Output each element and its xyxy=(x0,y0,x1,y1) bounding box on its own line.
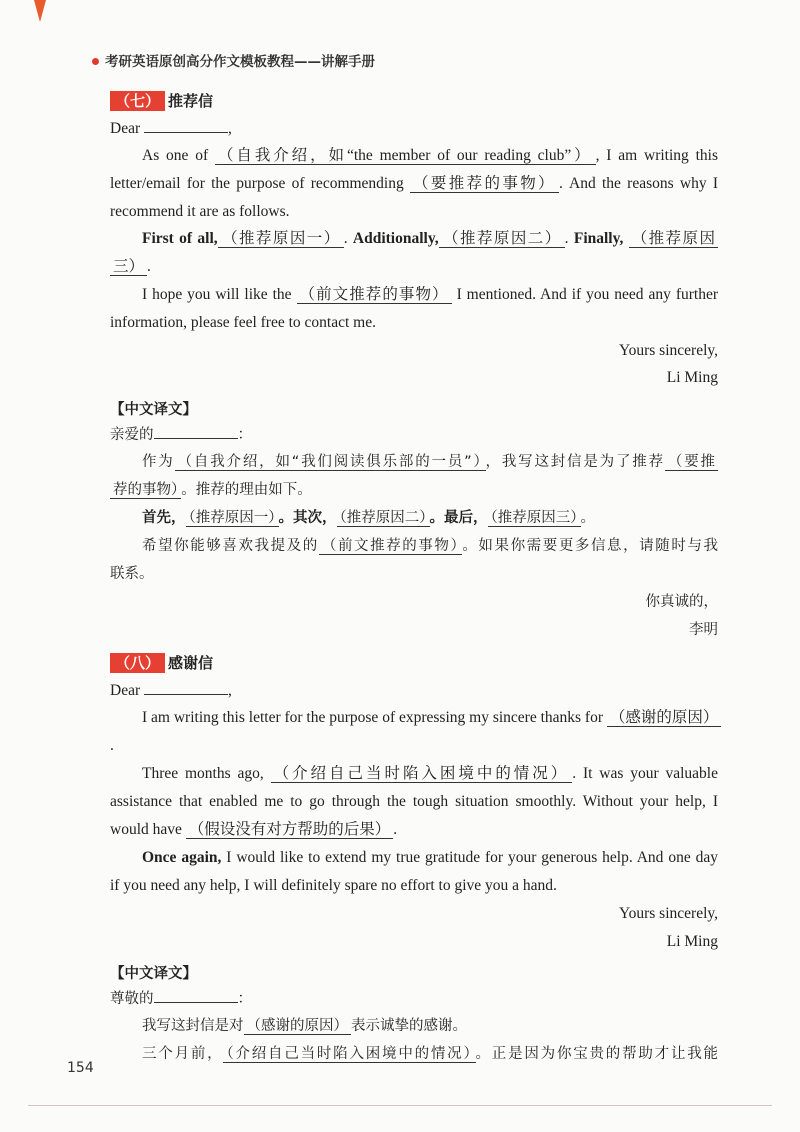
t7-p3-b: 。如果你需要更多信息，请随时与我 xyxy=(462,538,719,554)
t7-dear: 亲爱的 xyxy=(110,427,154,443)
t7-p3-blank: （前文推荐的事物） xyxy=(319,538,462,555)
s7-p3-b: I mentioned. And if you need any further xyxy=(456,286,718,303)
s8-p1-a: I am writing this letter for the purpose of expressing my sincere thanks for xyxy=(142,709,604,726)
t7-p1-blank2a: （要推 xyxy=(665,454,718,471)
t8-p1-blank: （感谢的原因） xyxy=(244,1018,352,1035)
s7-p1-blank1: （自我介绍，如“the member of our reading club”） xyxy=(215,147,596,165)
s7-p2-end: . xyxy=(147,258,151,275)
t7-p3-a: 希望你能够喜欢我提及的 xyxy=(142,538,319,554)
t7-p1-b: ，我写这封信是为了推荐 xyxy=(485,454,665,470)
section-7-title xyxy=(110,90,213,111)
s7-p2-dot1: . xyxy=(343,230,348,247)
s7-p1-blank2: （要推荐的事物） xyxy=(410,175,559,193)
s7-p3-a: I hope you will like the xyxy=(142,286,292,303)
running-header xyxy=(92,50,375,70)
t7-signature: 李明 xyxy=(689,622,718,638)
t7-p3-line1 xyxy=(142,536,718,556)
s7-p1-c: letter/email for the purpose of recommending xyxy=(110,175,404,192)
s8-p2-end: . xyxy=(393,821,398,838)
t8-p2-b: 。正是因为你宝贵的帮助才让我能 xyxy=(475,1046,719,1062)
t7-p1-line2 xyxy=(110,480,718,500)
s7-p2-line1 xyxy=(142,229,718,249)
t8-p1-b: 表示诚挚的感谢。 xyxy=(351,1018,467,1034)
s8-p3-k: Once again, xyxy=(142,849,222,866)
s8-p2-blank1: （介绍自己当时陷入困境中的情况） xyxy=(271,765,573,783)
header-title: 考研英语原创高分作文模板教程——讲解手册 xyxy=(105,54,375,70)
s8-p3-line1 xyxy=(142,848,718,868)
section-7-number: （七） xyxy=(110,91,165,111)
t8-p2 xyxy=(142,1044,718,1064)
s7-p1-line2 xyxy=(110,174,718,194)
t7-p2-b1: （推荐原因一） xyxy=(186,510,279,527)
s8-p2-line2: assistance that enabled me to go through the tough situation smoothly. Without your help, I xyxy=(110,793,718,810)
t8-p2-a: 三个月前， xyxy=(142,1046,224,1062)
s8-salutation: Dear , xyxy=(110,682,232,699)
s7-p2-dot2: . xyxy=(564,230,569,247)
s7-closing: Yours sincerely, xyxy=(618,342,718,359)
s7-signature: Li Ming xyxy=(666,369,718,386)
bullet-dot-icon xyxy=(92,58,99,65)
s7-p2-line2 xyxy=(110,257,718,277)
s8-signature: Li Ming xyxy=(666,933,718,950)
t7-name-blank xyxy=(154,424,238,439)
s8-p2-line3 xyxy=(110,820,718,840)
t8-name-blank xyxy=(154,988,238,1003)
s7-p2-b1: （推荐原因一） xyxy=(218,230,344,248)
s8-p2-a: Three months ago, xyxy=(142,765,264,782)
t7-p1-blank2b: 荐的事物） xyxy=(110,482,181,499)
section-8-title xyxy=(110,652,213,673)
t7-p2-b3: （推荐原因三） xyxy=(488,510,581,527)
s7-salutation: Dear , xyxy=(110,120,232,137)
page-number: 154 xyxy=(67,1060,94,1076)
section-8-title-text: 感谢信 xyxy=(168,654,214,672)
t8-dear: 尊敬的 xyxy=(110,991,154,1007)
s7-p2-b2: （推荐原因二） xyxy=(439,230,565,248)
s8-dear: Dear xyxy=(110,682,141,699)
t7-salutation: 亲爱的 ： xyxy=(110,424,718,445)
s8-name-blank xyxy=(144,680,228,695)
t7-closing: 你真诚的， xyxy=(645,594,718,610)
s7-dear: Dear xyxy=(110,120,141,137)
t7-p2-b2: （推荐原因二） xyxy=(337,510,430,527)
t7-p2-k2: 。其次， xyxy=(278,510,337,526)
s8-p1-blank: （感谢的原因） xyxy=(607,709,722,727)
t8-p2-blank: （介绍自己当时陷入困境中的情况） xyxy=(223,1046,475,1063)
s8-p1-line1 xyxy=(142,708,718,728)
s7-p3-blank: （前文推荐的事物） xyxy=(297,286,452,304)
t7-p1-a: 作为 xyxy=(142,454,175,470)
s7-name-blank xyxy=(144,118,228,133)
s7-p1-a: As one of xyxy=(142,147,209,164)
s8-p3-a: I would like to extend my true gratitude for your generous help. And one day xyxy=(226,849,718,866)
t8-heading: 【中文译文】 xyxy=(110,966,197,982)
s7-p2-k2: Additionally, xyxy=(352,230,439,247)
t7-p1-blank1: （自我介绍，如“我们阅读俱乐部的一员”） xyxy=(175,454,486,471)
s7-p1-line1 xyxy=(142,146,718,166)
t8-salutation: 尊敬的 ： xyxy=(110,988,718,1009)
s8-p2-b: . It was your valuable xyxy=(572,765,718,782)
s7-p1-line3: recommend it are as follows. xyxy=(110,203,290,220)
section-7-title-text: 推荐信 xyxy=(168,92,214,110)
s7-p2-b3a: （推荐原因 xyxy=(629,230,718,248)
s8-p1-end: . xyxy=(110,737,114,754)
s7-p3-line1 xyxy=(142,285,718,305)
t8-p1-a: 我写这封信是对 xyxy=(142,1018,244,1034)
s8-p2-line1 xyxy=(142,764,718,784)
t7-p2-end: 。 xyxy=(580,510,595,526)
section-8-number: （八） xyxy=(110,653,165,673)
s7-p2-k3: Finally, xyxy=(573,230,624,247)
t7-p2 xyxy=(142,508,718,528)
t7-p1-c: 。推荐的理由如下。 xyxy=(181,482,312,498)
s8-p3-line2: if you need any help, I will definitely spare no effort to give you a hand. xyxy=(110,877,557,894)
t8-p1 xyxy=(142,1016,718,1036)
s7-p1-d: . And the reasons why I xyxy=(558,175,718,192)
s8-p2-blank2: （假设没有对方帮助的后果） xyxy=(186,821,394,839)
t7-heading: 【中文译文】 xyxy=(110,402,197,418)
s8-closing: Yours sincerely, xyxy=(618,905,718,922)
s7-p2-k1: First of all, xyxy=(142,230,218,247)
s8-p2-d: would have xyxy=(110,821,182,838)
t7-p3-line2: 联系。 xyxy=(110,566,154,582)
t7-p2-k3: 。最后， xyxy=(429,510,488,526)
bottom-rule-divider xyxy=(28,1105,772,1106)
s7-p2-b3b: 三） xyxy=(110,258,147,276)
t7-p2-k1: 首先， xyxy=(142,510,186,526)
corner-tab-decoration xyxy=(34,0,46,22)
t7-p1-line1 xyxy=(142,452,718,472)
s7-p1-b: , I am writing this xyxy=(595,147,718,164)
s7-p3-line2: information, please feel free to contact me. xyxy=(110,314,376,331)
